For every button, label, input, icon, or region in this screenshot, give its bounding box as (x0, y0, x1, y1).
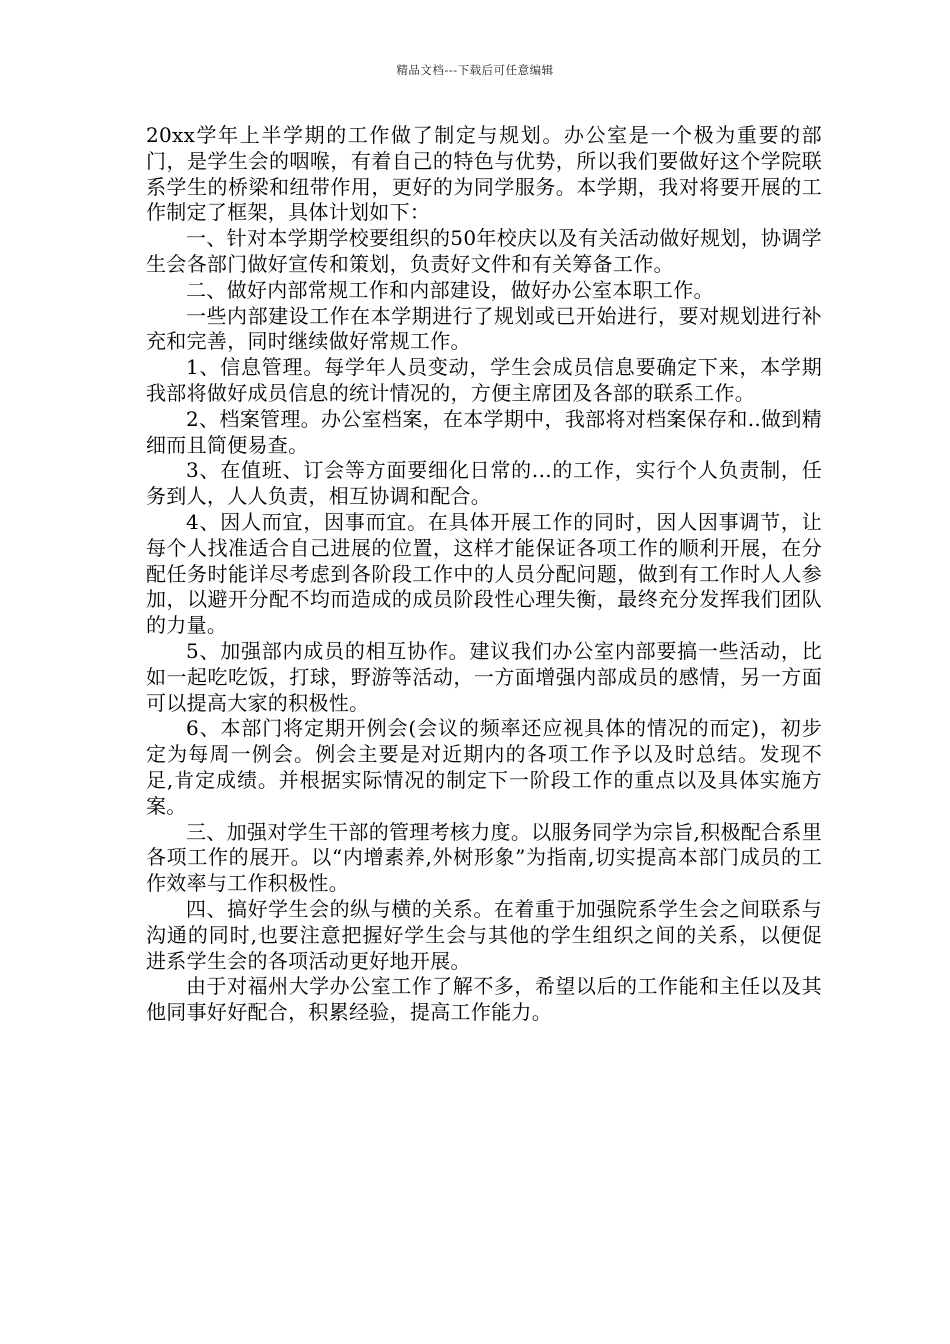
paragraph-item-2: 2、档案管理。办公室档案，在本学期中，我部将对档案保存和..做到精细而且简便易查。 (146, 406, 822, 457)
paragraph-section-2: 二、做好内部常规工作和内部建设，做好办公室本职工作。 (186, 277, 714, 302)
paragraph-item-5: 5、加强部内成员的相互协作。建议我们办公室内部要搞一些活动，比如一起吃吃饭，打球，野游等活动，一方面增强内部成员的感情，另一方面可以提高大家的积极性。 (146, 638, 822, 715)
paragraph-intro: 20xx学年上半学期的工作做了制定与规划。办公室是一个极为重要的部门，是学生会的咽喉，有着自己的特色与优势，所以我们要做好这个学院联系学生的桥梁和纽带作用，更好的为同学服务。本学期，我对将要开展的工作制定了框架，具体计划如下： (146, 123, 822, 225)
paragraph-item-3: 3、在值班、订会等方面要细化日常的...的工作，实行个人负责制，任务到人，人人负责，相互协调和配合。 (146, 458, 822, 509)
document-body (146, 123, 822, 1026)
paragraph-section-1: 一、针对本学期学校要组织的50年校庆以及有关活动做好规划，协调学生会各部门做好宣传和策划，负责好文件和有关筹备工作。 (146, 226, 822, 276)
paragraph-section-4: 四、搞好学生会的纵与横的关系。在着重于加强院系学生会之间联系与沟通的同时,也要注意把握好学生会与其他的学生组织之间的关系，以便促进系学生会的各项活动更好地开展。 (146, 896, 822, 973)
paragraph-item-4: 4、因人而宜，因事而宜。在具体开展工作的同时，因人因事调节，让每个人找准适合自己进展的位置，这样才能保证各项工作的顺利开展，在分配任务时能详尽考虑到各阶段工作中的人员分配问题，做到有工作时人人参加，以避开分配不均而造成的成员阶段性心理失衡，最终充分发挥我们团队的力量。 (146, 509, 822, 638)
paragraph-item-1: 1、信息管理。每学年人员变动，学生会成员信息要确定下来，本学期我部将做好成员信息的统计情况的，方便主席团及各部的联系工作。 (146, 355, 822, 405)
paragraph-closing: 由于对福州大学办公室工作了解不多，希望以后的工作能和主任以及其他同事好好配合，积累经验，提高工作能力。 (146, 974, 822, 1025)
paragraph-item-6: 6、本部门将定期开例会(会议的频率还应视具体的情况的而定)，初步定为每周一例会。例会主要是对近期内的各项工作予以及时总结。发现不足,肯定成绩。并根据实际情况的制定下一阶段工作的重点以及具体实施方案。 (146, 716, 822, 818)
paragraph-section-2-intro: 一些内部建设工作在本学期进行了规划或已开始进行，要对规划进行补充和完善，同时继续做好常规工作。 (146, 303, 822, 354)
page-header: 精品文档---下载后可任意编辑 (396, 63, 554, 77)
paragraph-section-3: 三、加强对学生干部的管理考核力度。以服务同学为宗旨,积极配合系里各项工作的展开。以“内增素养,外树形象”为指南,切实提高本部门成员的工作效率与工作积极性。 (146, 819, 822, 896)
